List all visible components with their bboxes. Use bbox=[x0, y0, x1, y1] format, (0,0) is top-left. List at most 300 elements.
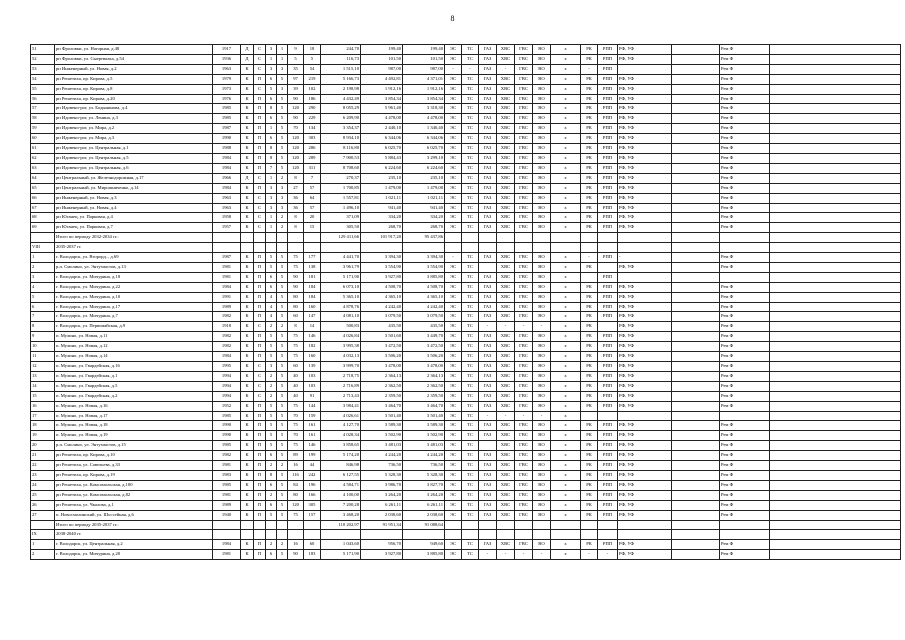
table-cell: 75 bbox=[288, 401, 304, 411]
table-cell: К bbox=[241, 540, 254, 550]
table-cell: 1981 bbox=[213, 272, 241, 282]
table-cell: К bbox=[241, 391, 254, 401]
table-cell: Рем Ф bbox=[720, 391, 770, 401]
table-cell: - bbox=[462, 64, 479, 74]
table-cell bbox=[672, 233, 720, 243]
table-cell: С bbox=[254, 193, 266, 203]
table-cell bbox=[533, 520, 551, 530]
table-cell: 57 bbox=[304, 183, 321, 193]
table-cell: 17 bbox=[31, 411, 55, 421]
table-cell: 144 bbox=[304, 401, 321, 411]
table-cell bbox=[672, 223, 720, 233]
table-cell bbox=[581, 272, 598, 282]
table-cell: ГВС bbox=[515, 153, 533, 163]
table-cell: 2 718,75 bbox=[321, 371, 361, 381]
table-cell: 4 584,71 bbox=[321, 480, 361, 490]
table-cell bbox=[672, 342, 720, 352]
table-cell bbox=[770, 510, 901, 520]
table-row bbox=[31, 94, 901, 104]
table-cell: - bbox=[533, 322, 551, 332]
table-cell: РФ, УФ bbox=[618, 104, 672, 114]
table-cell: РФ, УФ bbox=[618, 500, 672, 510]
table-cell: С bbox=[254, 371, 266, 381]
table-cell: Рем Ф bbox=[720, 302, 770, 312]
table-cell: 6 344,06 bbox=[361, 134, 403, 144]
table-row bbox=[31, 54, 901, 64]
table-cell: ГВС bbox=[515, 173, 533, 183]
table-cell: Рем Ф bbox=[720, 54, 770, 64]
table-cell: П bbox=[254, 144, 266, 154]
table-cell: Рем Ф bbox=[720, 193, 770, 203]
table-cell: Рем Ф bbox=[720, 332, 770, 342]
table-cell: РФ, УФ bbox=[618, 302, 672, 312]
table-cell: К bbox=[241, 262, 254, 272]
table-cell: РФ, УФ bbox=[618, 173, 672, 183]
table-cell: 5 bbox=[31, 292, 55, 302]
table-cell: ВО bbox=[533, 362, 551, 372]
table-cell: ЭС bbox=[445, 431, 462, 441]
table-cell: 4 508,70 bbox=[403, 282, 445, 292]
table-cell: РФ, УФ bbox=[618, 54, 672, 64]
table-cell bbox=[31, 233, 55, 243]
table-cell: 242 bbox=[304, 470, 321, 480]
table-cell: 5 bbox=[277, 352, 288, 362]
table-cell bbox=[672, 74, 720, 84]
table-cell bbox=[770, 362, 901, 372]
table-cell: 6 bbox=[266, 134, 277, 144]
table-cell: ХВС bbox=[497, 441, 515, 451]
table-cell: рп Решетиха, пр. Кирова, д.19 bbox=[55, 470, 213, 480]
table-cell: РФ, УФ bbox=[618, 510, 672, 520]
table-cell: 80 bbox=[288, 292, 304, 302]
table-cell bbox=[241, 243, 254, 253]
table-cell: ЭС bbox=[445, 134, 462, 144]
table-cell: Рем Ф bbox=[720, 480, 770, 490]
table-cell: 3 bbox=[31, 272, 55, 282]
table-cell: Рем Ф bbox=[720, 470, 770, 480]
table-cell: ЭС bbox=[445, 262, 462, 272]
table-cell bbox=[403, 530, 445, 540]
table-cell: 160 bbox=[304, 352, 321, 362]
table-cell: 5 bbox=[277, 550, 288, 560]
table-cell bbox=[479, 233, 497, 243]
table-cell bbox=[266, 530, 277, 540]
table-cell: 5 bbox=[266, 84, 277, 94]
table-cell: рп Идовено-рог, ул. Центральная, д.1 bbox=[55, 144, 213, 154]
table-cell: ТС bbox=[462, 470, 479, 480]
table-cell: РПП bbox=[598, 134, 618, 144]
table-cell: х bbox=[551, 114, 581, 124]
table-cell: 20 bbox=[31, 441, 55, 451]
table-cell: ВО bbox=[533, 500, 551, 510]
table-cell: К bbox=[241, 362, 254, 372]
table-cell: ТС bbox=[462, 332, 479, 342]
table-cell: РПП bbox=[598, 84, 618, 94]
table-cell bbox=[770, 550, 901, 560]
table-cell: - bbox=[581, 253, 598, 263]
table-cell: РФ, УФ bbox=[618, 470, 672, 480]
table-cell: 5 bbox=[266, 352, 277, 362]
table-cell: РФ, УФ bbox=[618, 282, 672, 292]
table-cell bbox=[672, 193, 720, 203]
table-cell: РК bbox=[581, 461, 598, 471]
table-cell: 290 bbox=[304, 104, 321, 114]
table-cell: РФ, УФ bbox=[618, 45, 672, 55]
table-cell: 21 bbox=[31, 451, 55, 461]
table-cell: 24 bbox=[31, 480, 55, 490]
table-cell: ВО bbox=[533, 371, 551, 381]
table-cell: 1987 bbox=[213, 253, 241, 263]
table-cell: РФ, УФ bbox=[618, 480, 672, 490]
table-cell: ТС bbox=[462, 292, 479, 302]
table-cell bbox=[277, 520, 288, 530]
table-cell: ВО bbox=[533, 173, 551, 183]
table-cell: 235,10 bbox=[361, 173, 403, 183]
table-cell: ЭС bbox=[445, 312, 462, 322]
table-cell: 3 927,80 bbox=[361, 272, 403, 282]
table-cell: 4 242,40 bbox=[403, 302, 445, 312]
table-cell: 184 bbox=[304, 292, 321, 302]
table-cell: К bbox=[241, 381, 254, 391]
table-cell: ТС bbox=[462, 74, 479, 84]
table-cell: рп Идовено-рог, ул. Центральная, д.5 bbox=[55, 153, 213, 163]
table-cell: ГВС bbox=[515, 213, 533, 223]
table-cell: 2 713,43 bbox=[321, 391, 361, 401]
table-cell: х bbox=[551, 451, 581, 461]
table-row bbox=[31, 292, 901, 302]
table-cell: 120 bbox=[288, 163, 304, 173]
table-cell: 90 bbox=[288, 94, 304, 104]
table-row bbox=[31, 173, 901, 183]
table-cell bbox=[598, 530, 618, 540]
table-cell: ХВС bbox=[497, 114, 515, 124]
table-cell bbox=[213, 233, 241, 243]
table-cell: 16 bbox=[288, 461, 304, 471]
table-cell: РПП bbox=[598, 401, 618, 411]
table-cell: 1 557,81 bbox=[321, 193, 361, 203]
table-cell: ГВС bbox=[515, 302, 533, 312]
table-cell: рп Идовено-рог, ул. Ленина, д.3 bbox=[55, 114, 213, 124]
table-cell: Рем Ф bbox=[720, 421, 770, 431]
table-cell: 1994 bbox=[213, 381, 241, 391]
table-cell: 311 bbox=[304, 163, 321, 173]
table-cell: ЭС bbox=[445, 302, 462, 312]
table-cell: РФ, УФ bbox=[618, 74, 672, 84]
table-cell: ГВС bbox=[515, 391, 533, 401]
table-cell: 4 478,00 bbox=[403, 114, 445, 124]
table-cell: Итого по периоду 2032-2034 гг.: bbox=[55, 233, 213, 243]
table-cell: П bbox=[254, 401, 266, 411]
table-cell: П bbox=[254, 431, 266, 441]
table-cell bbox=[672, 490, 720, 500]
table-cell: Рем Ф bbox=[720, 441, 770, 451]
table-cell: 75 bbox=[288, 253, 304, 263]
table-cell: ГАЗ bbox=[479, 381, 497, 391]
table-cell bbox=[277, 243, 288, 253]
table-cell: ХВС bbox=[497, 461, 515, 471]
table-cell: 736,50 bbox=[403, 461, 445, 471]
table-cell: РК bbox=[581, 173, 598, 183]
table-cell: ВО bbox=[533, 54, 551, 64]
table-cell: 5 bbox=[277, 134, 288, 144]
table-cell: ТС bbox=[462, 510, 479, 520]
table-cell: 1 bbox=[266, 54, 277, 64]
table-cell: 1979 bbox=[213, 74, 241, 84]
table-cell bbox=[672, 461, 720, 471]
table-cell: - bbox=[581, 550, 598, 560]
table-cell: х bbox=[551, 322, 581, 332]
table-cell: п. Мулино, ул. Новая, д.11 bbox=[55, 332, 213, 342]
table-cell: ТС bbox=[462, 144, 479, 154]
table-cell: ВО bbox=[533, 64, 551, 74]
table-cell: х bbox=[551, 282, 581, 292]
table-cell bbox=[672, 262, 720, 272]
table-cell bbox=[720, 243, 770, 253]
table-cell: 4 026,61 bbox=[321, 411, 361, 421]
table-cell: ГВС bbox=[515, 124, 533, 134]
table-cell: 2 038,60 bbox=[403, 510, 445, 520]
table-cell: ГВС bbox=[515, 421, 533, 431]
table-cell: 2 bbox=[266, 381, 277, 391]
table-cell bbox=[720, 411, 770, 421]
table-cell: 110 202,97 bbox=[321, 520, 361, 530]
table-cell: РПП bbox=[598, 451, 618, 461]
table-cell: 4 081,10 bbox=[321, 312, 361, 322]
table-cell: РК bbox=[581, 421, 598, 431]
table-cell: 1 bbox=[277, 54, 288, 64]
table-cell: 70 bbox=[288, 411, 304, 421]
table-cell: ГАЗ bbox=[479, 45, 497, 55]
table-cell: 5 bbox=[277, 114, 288, 124]
table-cell: 1985 bbox=[213, 441, 241, 451]
table-cell: 4 bbox=[31, 282, 55, 292]
table-cell: П bbox=[254, 312, 266, 322]
table-cell: К bbox=[241, 480, 254, 490]
table-cell: К bbox=[241, 371, 254, 381]
table-cell: 5 bbox=[277, 510, 288, 520]
table-cell: РФ, УФ bbox=[618, 153, 672, 163]
table-cell: ВО bbox=[533, 153, 551, 163]
table-cell: РПП bbox=[598, 500, 618, 510]
table-row bbox=[31, 253, 901, 263]
table-cell: 91 bbox=[304, 391, 321, 401]
table-cell: 22 bbox=[31, 461, 55, 471]
table-row bbox=[31, 381, 901, 391]
table-cell: РК bbox=[581, 104, 598, 114]
table-cell: - bbox=[479, 322, 497, 332]
table-cell: 116,73 bbox=[321, 54, 361, 64]
table-cell: 5 bbox=[266, 253, 277, 263]
table-cell: 949,60 bbox=[403, 540, 445, 550]
table-cell: К bbox=[241, 352, 254, 362]
table-cell: 1 bbox=[266, 213, 277, 223]
table-cell: РПП bbox=[598, 213, 618, 223]
table-row bbox=[31, 213, 901, 223]
table-cell: 6 224,60 bbox=[403, 163, 445, 173]
table-cell: РПП bbox=[598, 540, 618, 550]
table-cell: ЭС bbox=[445, 193, 462, 203]
table-cell bbox=[277, 530, 288, 540]
table-cell: 6 261,11 bbox=[361, 500, 403, 510]
table-cell: 8 934,10 bbox=[321, 134, 361, 144]
table-cell: 5 171,90 bbox=[321, 272, 361, 282]
table-cell: П bbox=[254, 262, 266, 272]
table-cell: Рем Ф bbox=[720, 163, 770, 173]
table-cell bbox=[497, 233, 515, 243]
table-cell: 4 878,76 bbox=[321, 302, 361, 312]
table-cell: 15 bbox=[304, 223, 321, 233]
table-cell: С bbox=[254, 173, 266, 183]
table-cell: К bbox=[241, 153, 254, 163]
table-cell: 229 bbox=[304, 114, 321, 124]
table-cell: 16 bbox=[288, 540, 304, 550]
table-cell bbox=[288, 243, 304, 253]
table-cell: РФ, УФ bbox=[618, 322, 672, 332]
table-cell: 5 bbox=[277, 411, 288, 421]
table-row bbox=[31, 510, 901, 520]
table-cell: РК bbox=[581, 401, 598, 411]
table-cell: 1982 bbox=[213, 312, 241, 322]
table-row bbox=[31, 490, 901, 500]
table-cell: РК bbox=[581, 153, 598, 163]
table-cell bbox=[770, 401, 901, 411]
table-cell: ГАЗ bbox=[479, 213, 497, 223]
table-cell: ГВС bbox=[515, 74, 533, 84]
table-cell: ВО bbox=[533, 510, 551, 520]
table-cell: РПП bbox=[598, 223, 618, 233]
table-cell: 40 bbox=[288, 381, 304, 391]
table-cell: ГВС bbox=[515, 312, 533, 322]
table-cell: ВО bbox=[533, 213, 551, 223]
table-cell: ЭС bbox=[445, 213, 462, 223]
table-cell: ВО bbox=[533, 352, 551, 362]
table-cell: Рем Ф bbox=[720, 381, 770, 391]
table-cell: ХВС bbox=[497, 223, 515, 233]
table-cell: 8 bbox=[288, 173, 304, 183]
table-cell: 2 bbox=[266, 391, 277, 401]
table-cell: х bbox=[551, 352, 581, 362]
table-cell bbox=[672, 163, 720, 173]
table-cell: ГВС bbox=[515, 282, 533, 292]
table-cell: 500,83 bbox=[321, 322, 361, 332]
table-cell bbox=[770, 451, 901, 461]
table-cell bbox=[515, 233, 533, 243]
table-cell bbox=[254, 530, 266, 540]
table-cell: ТС bbox=[462, 381, 479, 391]
table-cell: - bbox=[497, 411, 515, 421]
table-cell: ТС bbox=[462, 153, 479, 163]
table-cell bbox=[241, 520, 254, 530]
table-cell: РК bbox=[581, 431, 598, 441]
table-cell: Д bbox=[241, 54, 254, 64]
table-cell: ГВС bbox=[515, 470, 533, 480]
table-cell: РФ, УФ bbox=[618, 342, 672, 352]
table-cell: 305,50 bbox=[321, 223, 361, 233]
table-cell: 268,70 bbox=[403, 223, 445, 233]
table-cell: Рем Ф bbox=[720, 183, 770, 193]
table-cell: 5 bbox=[266, 421, 277, 431]
table-cell: х bbox=[551, 153, 581, 163]
table-cell: 3 827,70 bbox=[403, 480, 445, 490]
table-cell: х bbox=[551, 193, 581, 203]
table-cell: 5 961,40 bbox=[361, 104, 403, 114]
table-cell: 66 bbox=[31, 193, 55, 203]
table-cell: 67 bbox=[31, 203, 55, 213]
table-cell: ГАЗ bbox=[479, 480, 497, 490]
table-cell: 75 bbox=[288, 441, 304, 451]
table-cell: П bbox=[254, 104, 266, 114]
table-cell: 1982 bbox=[213, 451, 241, 461]
table-cell: 1982 bbox=[213, 332, 241, 342]
table-cell: ТС bbox=[462, 203, 479, 213]
table-cell: Рем Ф bbox=[720, 550, 770, 560]
table-cell: 182 bbox=[304, 342, 321, 352]
table-cell: К bbox=[241, 451, 254, 461]
table-cell: РПП bbox=[598, 352, 618, 362]
table-cell: 1973 bbox=[213, 84, 241, 94]
table-row bbox=[31, 530, 901, 540]
table-cell: х bbox=[551, 480, 581, 490]
table-cell: К bbox=[241, 500, 254, 510]
table-cell bbox=[445, 520, 462, 530]
table-row bbox=[31, 411, 901, 421]
table-cell: ТС bbox=[462, 391, 479, 401]
table-cell: х bbox=[551, 54, 581, 64]
table-cell: 91 088,64 bbox=[403, 520, 445, 530]
table-cell: К bbox=[241, 441, 254, 451]
table-cell: 120 bbox=[288, 144, 304, 154]
table-cell bbox=[672, 480, 720, 490]
table-cell: 1987 bbox=[213, 124, 241, 134]
table-cell: РПП bbox=[598, 74, 618, 84]
table-cell: К bbox=[241, 342, 254, 352]
table-row bbox=[31, 362, 901, 372]
table-cell bbox=[213, 520, 241, 530]
table-cell: ГАЗ bbox=[479, 173, 497, 183]
table-cell: 3 885,80 bbox=[403, 272, 445, 282]
table-cell: ГВС bbox=[515, 203, 533, 213]
table-cell: 4 242,40 bbox=[361, 302, 403, 312]
table-cell bbox=[254, 520, 266, 530]
table-row bbox=[31, 371, 901, 381]
table-cell: 7 bbox=[266, 163, 277, 173]
table-cell: 2 bbox=[277, 461, 288, 471]
table-cell: ТС bbox=[462, 213, 479, 223]
table-cell: Рем Ф bbox=[720, 431, 770, 441]
table-cell: 1940 bbox=[213, 510, 241, 520]
table-cell: 3 501,60 bbox=[361, 332, 403, 342]
table-cell: 846,98 bbox=[321, 461, 361, 471]
table-cell: 95 437,86 bbox=[403, 233, 445, 243]
table-cell: ТС bbox=[462, 163, 479, 173]
table-cell bbox=[672, 352, 720, 362]
table-cell bbox=[672, 332, 720, 342]
table-cell: РК bbox=[581, 510, 598, 520]
table-cell: РПП bbox=[598, 292, 618, 302]
table-cell: ХВС bbox=[497, 312, 515, 322]
table-cell: С bbox=[254, 362, 266, 372]
table-cell: Рем Ф bbox=[720, 134, 770, 144]
table-cell bbox=[266, 520, 277, 530]
table-cell: 89 bbox=[288, 451, 304, 461]
table-cell: ВО bbox=[533, 114, 551, 124]
table-cell: ГВС bbox=[515, 431, 533, 441]
table-cell: 5 bbox=[277, 253, 288, 263]
table-cell: ГАЗ bbox=[479, 421, 497, 431]
table-cell: 1990 bbox=[213, 431, 241, 441]
table-cell: 5 884,43 bbox=[361, 153, 403, 163]
table-cell: ТС bbox=[462, 362, 479, 372]
